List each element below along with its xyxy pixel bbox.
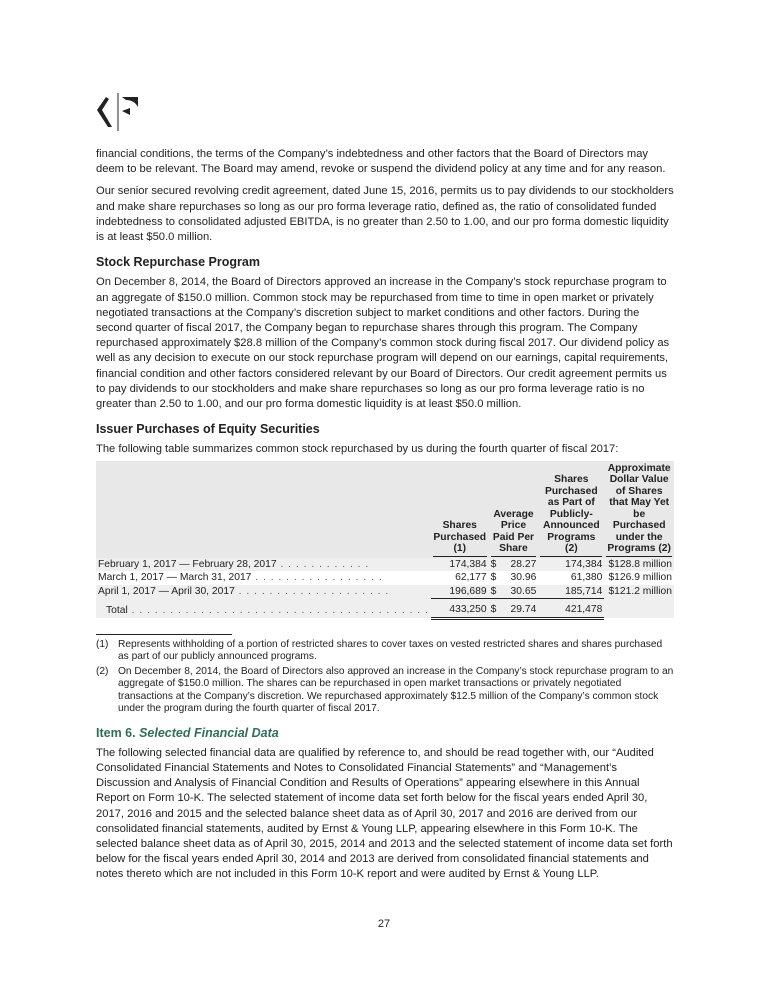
- footnote-separator: [96, 634, 232, 635]
- table-cell: 174,384: [538, 558, 604, 572]
- table-cell: $126.9 million: [608, 572, 672, 584]
- empty-cell: [604, 599, 674, 619]
- column-header: Average Price Paid Per Share: [489, 461, 539, 558]
- column-header: Shares Purchased (1): [431, 461, 489, 558]
- table-cell: 30.65: [502, 585, 538, 599]
- period-cell: March 1, 2017 — March 31, 2017 . . . . . . . . . . . . . . . . .: [98, 572, 383, 584]
- kf-logo: [96, 93, 144, 131]
- page-number: 27: [377, 917, 391, 930]
- column-header: Approximate Dollar Value of Shares that May Yet be Purchased under the Programs (2): [604, 461, 674, 558]
- table-cell: 28.27: [502, 558, 538, 572]
- table-cell: $: [489, 558, 503, 572]
- table-row: [96, 585, 674, 599]
- table-cell: $121.2 million: [604, 585, 674, 599]
- page-content: [96, 147, 674, 883]
- empty-header-cell: [96, 461, 431, 558]
- section-heading: Issuer Purchases of Equity Securities: [96, 422, 320, 437]
- table-header-row: [96, 461, 674, 558]
- paragraph: Our senior secured revolving credit agreement, dated June 15, 2016, permits us to pay dividends to our stockholders and make share repurchases so long as our pro forma leverage ratio, defined as, the ratio of consolidated funded indebtedness to consolidated adjusted EBITDA, is no greater than 2.50 to 1.00, and our pro forma domestic liquidity is at least $50.0 million.: [96, 185, 674, 244]
- footnote: (1) Represents withholding of a portion of restricted shares to cover taxes on vested restricted shares and shares purchased as part of our publicly announced programs.: [96, 638, 663, 663]
- table-cell: 196,689: [431, 585, 489, 599]
- period-cell: April 1, 2017 — April 30, 2017 . . . . . . . . . . . . . . . . . . . .: [96, 585, 431, 599]
- table-intro: The following table summarizes common stock repurchased by us during the fourth quarter of fiscal 2017:: [96, 443, 619, 456]
- table-cell: $128.8 million: [604, 558, 674, 572]
- table-cell: 29.74: [502, 599, 538, 619]
- table-cell: 185,714: [538, 585, 604, 599]
- table-cell: 61,380: [570, 572, 603, 584]
- total-label: Total . . . . . . . . . . . . . . . . . . . . . . . . . . . . . . . . . . . . . . .: [96, 599, 431, 619]
- table-row: [96, 571, 674, 585]
- total-row: [96, 599, 674, 619]
- item-heading: Item 6. Selected Financial Data: [96, 725, 279, 740]
- table-cell: 421,478: [538, 599, 604, 619]
- table-cell: $: [489, 585, 503, 599]
- footnote: (2) On December 8, 2014, the Board of Directors also approved an increase in the Company’s stock repurchase program to an aggregate of $150.0 million. The shares can be repurchased in open market transactions or privately negotiated transactions at the Company’s discretion. We repurchased approximately $12.5 million of the Company’s common stock under the program during the fourth quarter of fiscal 2017.: [96, 665, 674, 715]
- table-cell: 62,177: [455, 572, 487, 584]
- period-cell: February 1, 2017 — February 28, 2017 . . . . . . . . . . . .: [96, 558, 431, 572]
- paragraph: On December 8, 2014, the Board of Directors approved an increase in the Company’s stock repurchase program to an aggregate of $150.0 million. Common stock may be repurchased from time to time in open market or privately negotiated transactions at the Company’s discretion subject to market conditions and other factors. During the second quarter of fiscal 2017, the Company began to repurchase shares through this program. The Company repurchased approximately $28.8 million of the Company’s common stock during fiscal 2017. Our dividend policy as well as any decision to execute on our stock repurchase program will depend on our earnings, capital requirements, financial condition and other factors considered relevant by our Board of Directors. Our credit agreement permits us to pay dividends to our stockholders and make share repurchases so long as our pro forma leverage ratio is no greater than 2.50 to 1.00, and our pro forma domestic liquidity is at least $50.0 million.: [96, 276, 670, 411]
- table-cell: $: [489, 599, 503, 619]
- paragraph: financial conditions, the terms of the Company’s indebtedness and other factors that the Board of Directors may deem to be relevant. The Board may amend, revoke or suspend the dividend policy at any time and for any reason.: [96, 148, 666, 176]
- table-cell: 30.96: [510, 572, 537, 584]
- paragraph: The following selected financial data are qualified by reference to, and should be read together with, our “Audited Consolidated Financial Statements and Notes to Consolidated Financial Statements” and “Management’s Discussion and Analysis of Financial Condition and Results of Operations” appearing elsewhere in this Annual Report on Form 10-K. The selected statement of income data set forth below for the fiscal years ended April 30, 2017, 2016 and 2015 and the selected balance sheet data as of April 30, 2017 and 2016 are derived from our consolidated financial statements, audited by Ernst & Young LLP, appearing elsewhere in this Form 10-K. The selected balance sheet data as of April 30, 2015, 2014 and 2013 and the selected statement of income data set forth below for the fiscal years ended April 30, 2014 and 2013 are derived from consolidated financial statements and notes thereto which are not included in this Form 10-K report and were audited by Ernst & Young LLP.: [96, 746, 673, 881]
- table-cell: 433,250: [431, 599, 489, 619]
- table-cell: $: [490, 572, 497, 584]
- table-cell: 174,384: [431, 558, 489, 572]
- repurchase-table: [96, 461, 674, 620]
- column-header: Shares Purchased as Part of Publicly-Announced Programs (2): [538, 461, 604, 558]
- section-heading: Stock Repurchase Program: [96, 255, 260, 270]
- table-row: [96, 558, 674, 572]
